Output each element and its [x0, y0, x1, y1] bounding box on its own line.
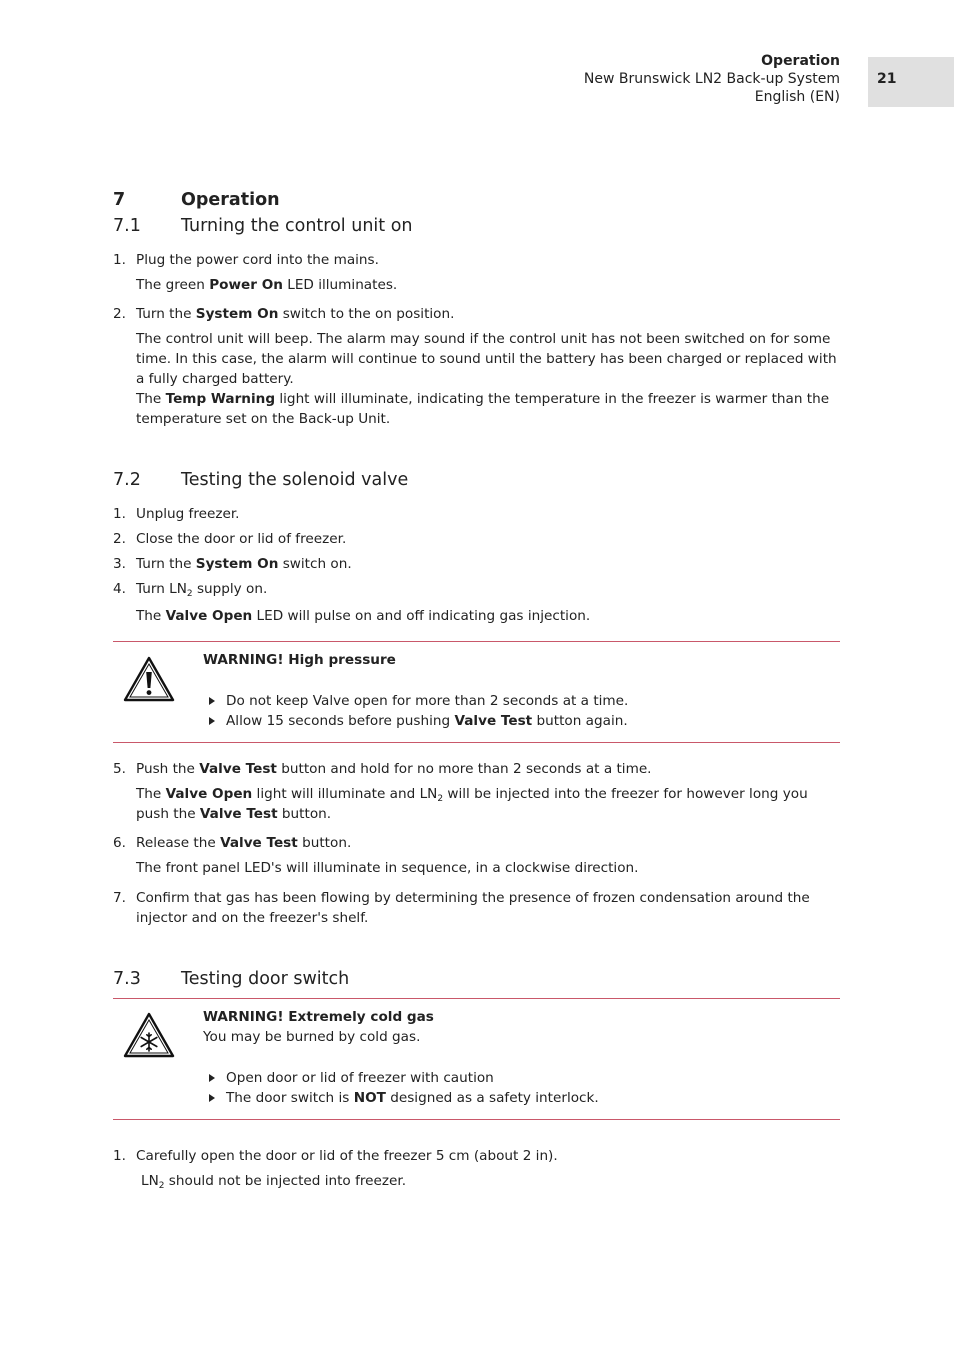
step-number: 2.	[113, 531, 126, 547]
step-text: Turn $LN_2$ supply on.	[136, 581, 268, 599]
step-number: 7.	[113, 890, 126, 906]
step-number: 6.	[113, 835, 126, 851]
header-chapter: Operation	[761, 53, 840, 69]
step-number: 2.	[113, 306, 126, 322]
page-number-box	[868, 57, 954, 107]
bullet-arrow-icon	[208, 1093, 216, 1103]
warning-bullet: Do not keep Valve open for more than 2 seconds at a time.	[226, 693, 629, 709]
section-7-3-number: 7.3	[113, 969, 141, 989]
warning-subtitle: You may be burned by cold gas.	[203, 1029, 421, 1045]
warning-title: WARNING! Extremely cold gas	[203, 1009, 434, 1025]
step-text: Carefully open the door or lid of the freezer 5 cm (about 2 in).	[136, 1148, 558, 1164]
result-text: The Valve Open LED will pulse on and off indicating gas injection.	[136, 608, 591, 624]
warning-bullet: The door switch is NOT designed as a safety interlock.	[226, 1090, 599, 1106]
warning-triangle-icon	[122, 655, 176, 703]
warning-bullet: Allow 15 seconds before pushing Valve Test button again.	[226, 713, 628, 729]
step-text: Plug the power cord into the mains.	[136, 252, 379, 268]
header-language: English (EN)	[754, 89, 840, 105]
running-header	[584, 52, 840, 106]
page-number: 21	[877, 71, 897, 87]
warning-top-rule	[113, 998, 840, 999]
result-text: The green Power On LED illuminates.	[136, 277, 398, 293]
step-text: Push the Valve Test button and hold for no more than 2 seconds at a time.	[136, 761, 652, 777]
step-text: Close the door or lid of freezer.	[136, 531, 347, 547]
result-paragraph: The Temp Warning light will illuminate, indicating the temperature in the freezer is warmer than the temperature set on the Back-up Unit.	[136, 391, 830, 427]
step-number: 1.	[113, 506, 126, 522]
warning-bottom-rule	[113, 1119, 840, 1120]
step-number: 1.	[113, 252, 126, 268]
step-text: Confirm that gas has been flowing by determining the presence of frozen condensation around the injector and on the freezer's shelf.	[136, 890, 810, 926]
result-text: The front panel LED's will illuminate in sequence, in a clockwise direction.	[136, 860, 639, 876]
step-text: Release the Valve Test button.	[136, 835, 352, 851]
section-7-3-title: Testing door switch	[181, 969, 350, 989]
section-7-2-title: Testing the solenoid valve	[181, 470, 409, 490]
section-7-2-number: 7.2	[113, 470, 141, 490]
step-number: 5.	[113, 761, 126, 777]
header-product: New Brunswick LN2 Back-up System	[583, 71, 840, 87]
warning-title: WARNING! High pressure	[203, 652, 396, 668]
warning-bullet: Open door or lid of freezer with caution	[226, 1070, 494, 1086]
result-paragraph: The control unit will beep. The alarm may sound if the control unit has not been switched on for some time. In this case, the alarm will continue to sound until the battery has been charged or replaced with a fully charged battery.	[136, 331, 837, 387]
result-paragraph: The Valve Open light will illuminate and $LN_2$ will be injected into the freezer for however long you push the Valve Test button.	[136, 786, 808, 822]
section-7-number: 7	[113, 190, 126, 210]
step-text: Turn the System On switch on.	[136, 556, 352, 572]
bullet-arrow-icon	[208, 696, 216, 706]
step-number: 4.	[113, 581, 126, 597]
warning-top-rule	[113, 641, 840, 642]
result-text: $LN_2$ should not be injected into freezer.	[141, 1173, 407, 1191]
bullet-arrow-icon	[208, 716, 216, 726]
step-number: 3.	[113, 556, 126, 572]
cold-hazard-triangle-icon	[122, 1011, 176, 1059]
step-text: Turn the System On switch to the on position.	[136, 306, 455, 322]
bullet-arrow-icon	[208, 1073, 216, 1083]
step-text: Unplug freezer.	[136, 506, 240, 522]
section-7-1-number: 7.1	[113, 216, 141, 236]
section-7-1-title: Turning the control unit on	[181, 216, 413, 236]
step-number: 1.	[113, 1148, 126, 1164]
warning-bottom-rule	[113, 742, 840, 743]
section-7-title: Operation	[181, 190, 280, 210]
